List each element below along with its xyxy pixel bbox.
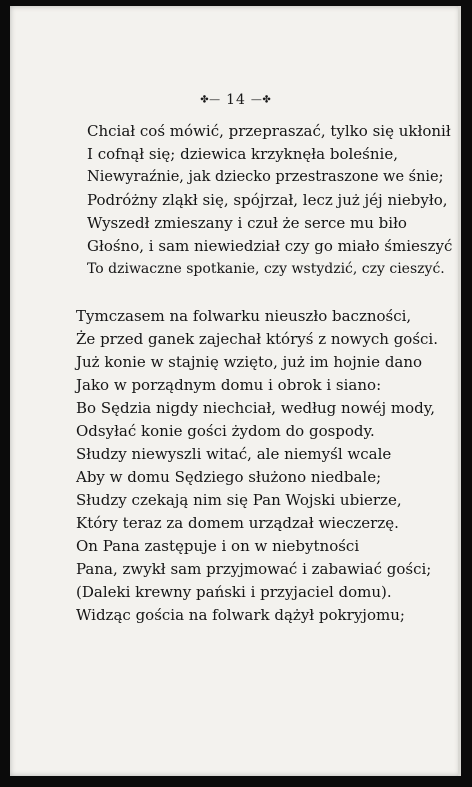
verse-line: Słudzy niewyszli witać, ale niemyśl wcale: [76, 445, 392, 463]
verse-line: Odsyłać konie gości żydom do gospody.: [76, 422, 375, 440]
verse-line: Pana, zwykł sam przyjmować i zabawiać gości;: [76, 560, 432, 578]
verse-line: I cofnął się; dziewica krzyknęła boleśnie,: [87, 145, 398, 163]
verse-line: Wyszedł zmieszany i czuł że serce mu biło: [87, 214, 407, 232]
verse-line: Widząc gościa na folwark dążył pokryjomu;: [76, 606, 405, 624]
verse-line: On Pana zastępuje i on w niebytności: [76, 537, 360, 555]
verse-line: To dziwaczne spotkanie, czy wstydzić, czy cieszyć.: [87, 261, 445, 277]
verse-line: Jako w porządnym domu i obrok i siano:: [76, 376, 382, 394]
verse-line: Że przed ganek zajechał któryś z nowych gości.: [76, 330, 438, 348]
verse-line: Tymczasem na folwarku nieuszło baczności,: [76, 307, 412, 325]
page-number-header: [0, 92, 472, 108]
verse-line: Aby w domu Sędziego służono niedbale;: [76, 468, 382, 486]
ornament-left-icon: ✤―: [200, 94, 221, 106]
verse-line: Niewyraźnie, jak dziecko przestraszone we śnie;: [87, 169, 444, 185]
page-number: 14: [226, 92, 246, 108]
verse-line: (Daleki krewny pański i przyjaciel domu).: [76, 583, 392, 601]
verse-line: Słudzy czekają nim się Pan Wojski ubierze,: [76, 491, 402, 509]
verse-line: Już konie w stajnię wzięto, już im hojnie dano: [76, 353, 423, 371]
verse-line: Który teraz za domem urządzał wieczerzę.: [76, 514, 399, 532]
verse-line: Bo Sędzia nigdy niechciał, według nowéj mody,: [76, 399, 435, 417]
verse-line: Głośno, i sam niewiedział czy go miało śmieszyć: [87, 237, 453, 255]
ornament-right-icon: ―✤: [251, 94, 272, 106]
verse-line: Chciał coś mówić, przepraszać, tylko się ukłonił: [87, 122, 451, 140]
verse-line: Podróżny zląkł się, spójrzał, lecz już jéj niebyło,: [87, 191, 448, 209]
page-edge: [458, 6, 461, 776]
